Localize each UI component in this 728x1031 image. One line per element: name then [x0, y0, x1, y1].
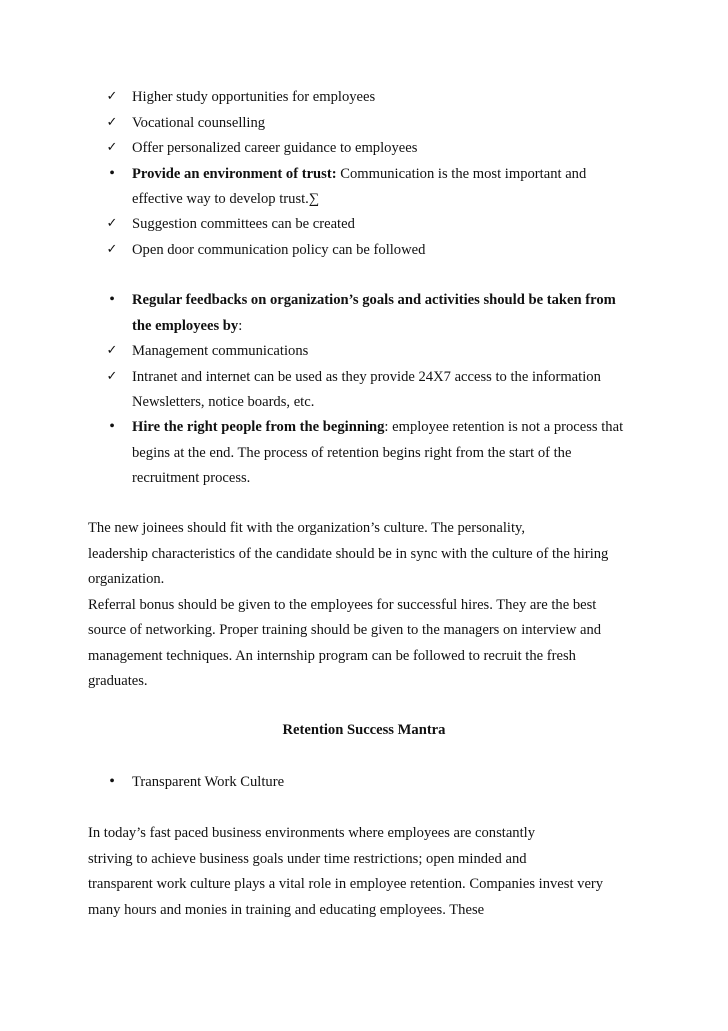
bullet-icon: • — [109, 418, 115, 435]
paragraph-line: management techniques. An internship program can be followed to recruit the fresh — [88, 648, 576, 664]
feedback-line-2 — [132, 317, 242, 335]
section-heading — [0, 721, 728, 739]
paragraph-line: many hours and monies in training and educating employees. These — [88, 902, 485, 918]
feedback-heading-cont: the employees by — [132, 318, 239, 334]
list-item: Suggestion committees can be created — [132, 216, 355, 232]
list-item: Management communications — [132, 343, 309, 359]
paragraph-line: graduates. — [88, 673, 148, 689]
list-item-continuation: Newsletters, notice boards, etc. — [132, 394, 315, 410]
checkmark-icon: ✓ — [106, 242, 118, 257]
hire-line-2: begins at the end. The process of retention begins right from the start of the — [132, 445, 572, 461]
paragraph-line: transparent work culture plays a vital role in employee retention. Companies invest very — [88, 876, 604, 892]
list-item: Intranet and internet can be used as they provide 24X7 access to the information — [132, 369, 601, 385]
paragraph-line: source of networking. Proper training should be given to the managers on interview and — [88, 622, 602, 638]
hire-text: : employee retention is not a process that — [384, 419, 624, 435]
feedback-heading: Regular feedbacks on organization’s goals and activities should be taken from — [132, 292, 616, 308]
paragraph-line: In today’s fast paced business environments where employees are constantly — [88, 825, 536, 841]
list-item: Higher study opportunities for employees — [132, 89, 376, 105]
checkmark-icon: ✓ — [106, 89, 118, 104]
checkmark-icon: ✓ — [106, 140, 118, 155]
list-item: Vocational counselling — [132, 115, 266, 131]
list-item: Open door communication policy can be followed — [132, 242, 426, 258]
bullet-icon: • — [109, 165, 115, 182]
hire-line-1 — [132, 418, 623, 436]
bullet-icon: • — [109, 773, 115, 790]
trust-line-1 — [132, 165, 586, 183]
list-item: Offer personalized career guidance to employees — [132, 140, 418, 156]
section-heading-text: Retention Success Mantra — [282, 722, 446, 738]
paragraph-line: organization. — [88, 571, 165, 587]
bullet-icon: • — [109, 291, 115, 308]
checkmark-icon: ✓ — [106, 369, 118, 384]
hire-heading: Hire the right people from the beginning — [132, 419, 385, 435]
checkmark-icon: ✓ — [106, 115, 118, 130]
feedback-line-1 — [132, 291, 616, 309]
trust-text: Communication is the most important and — [336, 166, 587, 182]
trust-heading: Provide an environment of trust: — [132, 166, 337, 182]
feedback-tail: : — [238, 318, 243, 334]
paragraph-line: striving to achieve business goals under time restrictions; open minded and — [88, 851, 527, 867]
paragraph-line: Referral bonus should be given to the employees for successful hires. They are the best — [88, 597, 597, 613]
list-item: Transparent Work Culture — [132, 774, 285, 790]
hire-line-3: recruitment process. — [132, 470, 251, 486]
checkmark-icon: ✓ — [106, 343, 118, 358]
paragraph-line: leadership characteristics of the candidate should be in sync with the culture of the hiring — [88, 546, 609, 562]
paragraph-line: The new joinees should fit with the organization’s culture. The personality, — [88, 520, 526, 536]
trust-line-2: effective way to develop trust.∑ — [132, 191, 320, 207]
checkmark-icon: ✓ — [106, 216, 118, 231]
